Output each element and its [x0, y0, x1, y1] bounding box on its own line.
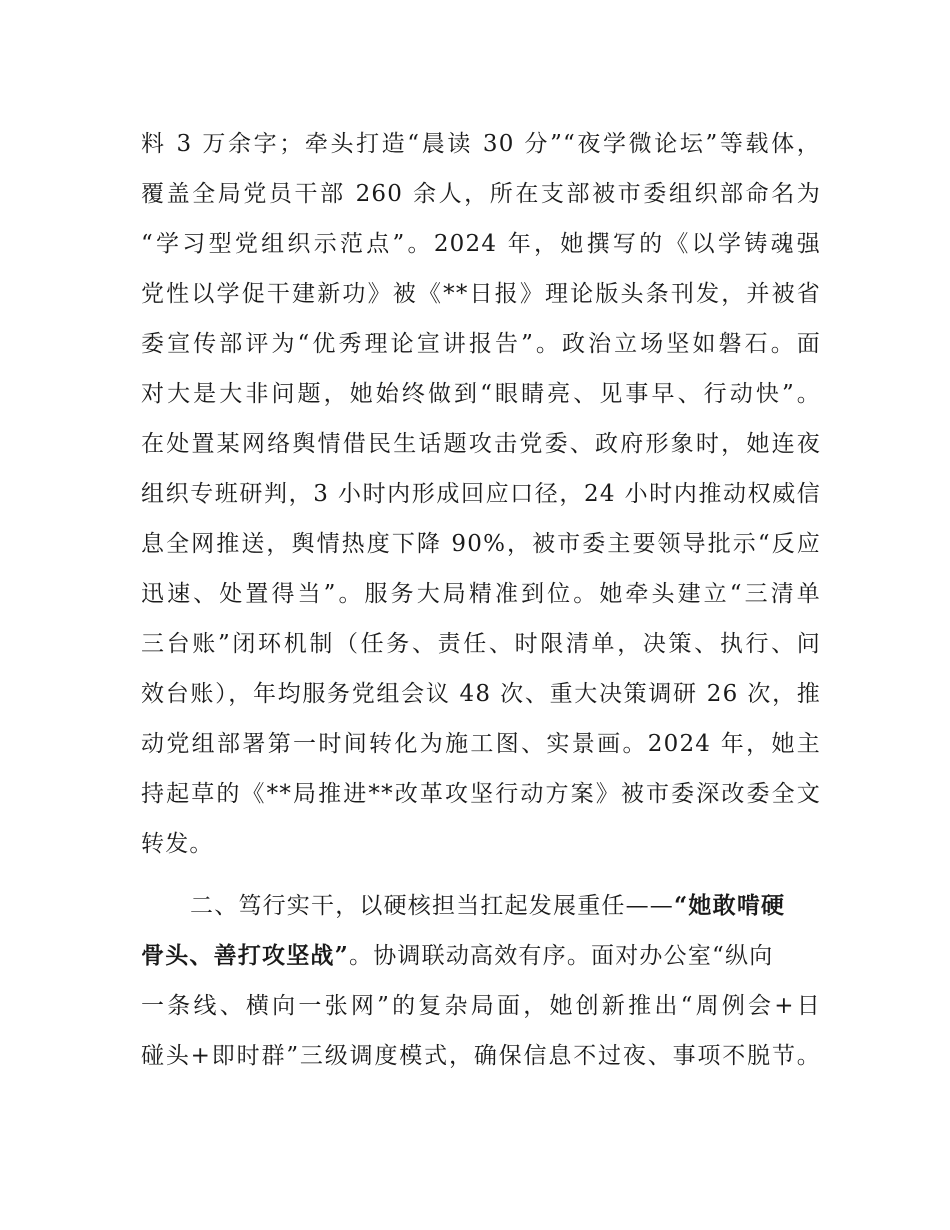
- body-text-line: 党性以学促干建新功》被《**日报》理论版头条刊发，并被省: [141, 281, 821, 307]
- body-text-line: 一条线、横向一张网”的复杂局面，她创新推出“周例会+日: [141, 993, 821, 1019]
- body-text-line: 碰头+即时群”三级调度模式，确保信息不过夜、事项不脱节。: [141, 1043, 821, 1069]
- body-text-line: 覆盖全局党员干部 260 余人，所在支部被市委组织部命名为: [141, 181, 821, 207]
- body-text-line: 对大是大非问题，她始终做到“眼睛亮、见事早、行动快”。: [141, 381, 821, 407]
- section-heading-line: [190, 891, 821, 921]
- body-text-line: 迅速、处置得当”。服务大局精准到位。她牵头建立“三清单: [141, 581, 821, 607]
- section-heading-bold: 骨头、善打攻坚战”: [141, 942, 350, 969]
- section-heading-line: [141, 941, 821, 971]
- body-text-segment: 。协调联动高效有序。面对办公室“纵向: [349, 943, 774, 969]
- body-text-line: 在处置某网络舆情借民生话题攻击党委、政府形象时，她连夜: [141, 431, 821, 457]
- body-text-line: 三台账”闭环机制（任务、责任、时限清单，决策、执行、问: [141, 631, 821, 657]
- body-text-line: 料 3 万余字；牵头打造“晨读 30 分”“夜学微论坛”等载体，: [141, 131, 821, 157]
- body-text-line: “学习型党组织示范点”。2024 年，她撰写的《以学铸魂强: [141, 231, 821, 257]
- body-text-line: 持起草的《**局推进**改革攻坚行动方案》被市委深改委全文: [141, 781, 821, 807]
- body-text-line: 委宣传部评为“优秀理论宣讲报告”。政治立场坚如磐石。面: [141, 331, 821, 357]
- body-text-line: 动党组部署第一时间转化为施工图、实景画。2024 年，她主: [141, 731, 821, 757]
- section-heading-prefix: 二、笃行实干，以硬核担当扛起发展重任——: [190, 893, 674, 919]
- body-text-line: 转发。: [141, 831, 214, 857]
- body-text-line: 息全网推送，舆情热度下降 90%，被市委主要领导批示“反应: [141, 531, 821, 557]
- section-heading-bold: “她敢啃硬: [674, 892, 786, 919]
- body-text-line: 效台账），年均服务党组会议 48 次、重大决策调研 26 次，推: [141, 681, 821, 707]
- body-text-line: 组织专班研判，3 小时内形成回应口径，24 小时内推动权威信: [141, 481, 821, 507]
